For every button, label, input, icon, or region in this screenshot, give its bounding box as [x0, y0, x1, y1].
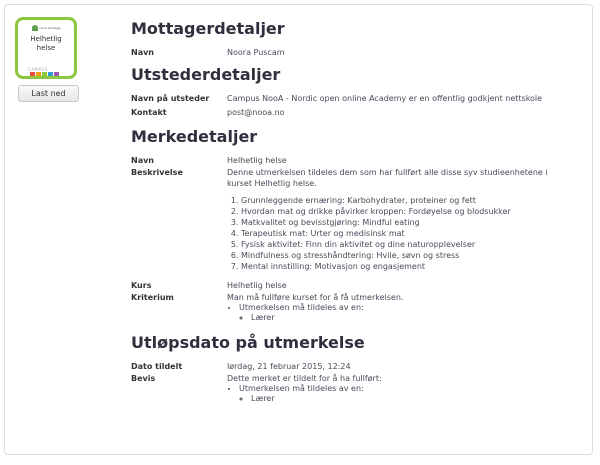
badge-image	[15, 17, 77, 79]
badge-title-line1: Helhetlig	[30, 35, 62, 43]
issuer-name-label: Navn på utsteder	[131, 94, 210, 103]
badge-description	[227, 167, 591, 272]
nooa-logo	[18, 24, 74, 32]
study-unit-item: 7. Mental innstilling: Motivasjon og engasjement	[241, 261, 591, 272]
study-unit-item: 3. Matkvalitet og bevisstgjøring: Mindful eating	[241, 217, 591, 228]
recipient-name-row	[131, 47, 591, 58]
criteria-subitem: ◦ Lærer	[251, 313, 591, 323]
study-unit-item: 6. Mindfulness og stresshåndtering: Hvile, søvn og stress	[241, 250, 591, 261]
color-block	[48, 72, 53, 77]
color-block	[36, 72, 41, 77]
criteria-list	[227, 303, 591, 323]
issuer-name-row	[131, 93, 591, 104]
badge-logo-text: nooa heritage	[39, 26, 61, 30]
badge-color-blocks	[30, 72, 59, 77]
issuer-name-value: Campus NooA - Nordic open online Academy er en offentlig godkjent nettskole	[227, 94, 543, 103]
course-row	[131, 280, 591, 291]
date-issued-label: Dato tildelt	[131, 362, 183, 371]
badge-page-frame	[4, 4, 593, 455]
tree-icon	[32, 25, 38, 31]
issuer-contact-link[interactable]: post@nooa.no	[227, 108, 285, 117]
issuer-contact-label: Kontakt	[131, 108, 167, 117]
download-button[interactable]: Last ned	[18, 85, 79, 102]
criteria-sublist	[239, 313, 591, 323]
badge-description-label: Beskrivelse	[131, 168, 183, 177]
criteria-label: Kriterium	[131, 293, 174, 302]
color-block	[42, 72, 47, 77]
recipient-name-value: Noora Puscam	[227, 48, 285, 57]
study-unit-item: 4. Terapeutisk mat: Urter og medisinsk mat	[241, 228, 591, 239]
evidence-list	[227, 384, 591, 404]
expiry-heading: Utløpsdato på utmerkelse	[131, 333, 365, 352]
color-block	[30, 72, 35, 77]
badge-name-value: Helhetlig helse	[227, 156, 287, 165]
study-unit-item: 2. Hvordan mat og drikke påvirker kroppen: Fordøyelse og blodsukker	[241, 206, 591, 217]
evidence-row	[131, 373, 591, 404]
issuer-heading: Utstederdetaljer	[131, 65, 281, 84]
criteria-item	[239, 303, 591, 323]
course-value: Helhetlig helse	[227, 281, 287, 290]
date-issued-value: lørdag, 21 februar 2015, 12:24	[227, 362, 351, 371]
badge-description-text: Denne utmerkelsen tildeles dem som har fullført alle disse syv studieenhetene i kurset Helhetlig helse.	[227, 168, 548, 188]
badge-details-heading: Merkedetaljer	[131, 127, 258, 146]
course-label: Kurs	[131, 281, 152, 290]
evidence-sublist	[239, 394, 591, 404]
evidence	[227, 373, 591, 404]
evidence-subitem: ◦ Lærer	[251, 394, 591, 404]
criteria	[227, 292, 591, 323]
study-units-list	[227, 195, 591, 272]
criteria-text: Man må fullføre kurset for å få utmerkelsen.	[227, 293, 404, 302]
evidence-item-text: Utmerkelsen må tildeles av en:	[239, 384, 364, 393]
study-unit-item: 5. Fysisk aktivitet: Finn din aktivitet og dine naturopplevelser	[241, 239, 591, 250]
badge-details-content	[131, 19, 591, 404]
study-unit-item: 1. Grunnleggende ernæring: Karbohydrater, proteiner og fett	[241, 195, 591, 206]
recipient-name-label: Navn	[131, 48, 155, 57]
badge-name-row	[131, 155, 591, 166]
recipient-heading: Mottagerdetaljer	[131, 19, 285, 38]
issuer-contact-row	[131, 107, 591, 118]
date-issued-row	[131, 361, 591, 372]
badge-description-row	[131, 167, 591, 272]
badge-title	[18, 35, 74, 53]
badge-bottom-text: CAMPUS	[28, 67, 48, 72]
badge-name-label: Navn	[131, 156, 155, 165]
badge-title-line2: helse	[36, 44, 56, 52]
evidence-item	[239, 384, 591, 404]
color-block	[54, 72, 59, 77]
criteria-row	[131, 292, 591, 323]
evidence-text: Dette merket er tildelt for å ha fullført:	[227, 374, 382, 383]
criteria-item-text: Utmerkelsen må tildeles av en:	[239, 303, 364, 312]
evidence-label: Bevis	[131, 374, 156, 383]
